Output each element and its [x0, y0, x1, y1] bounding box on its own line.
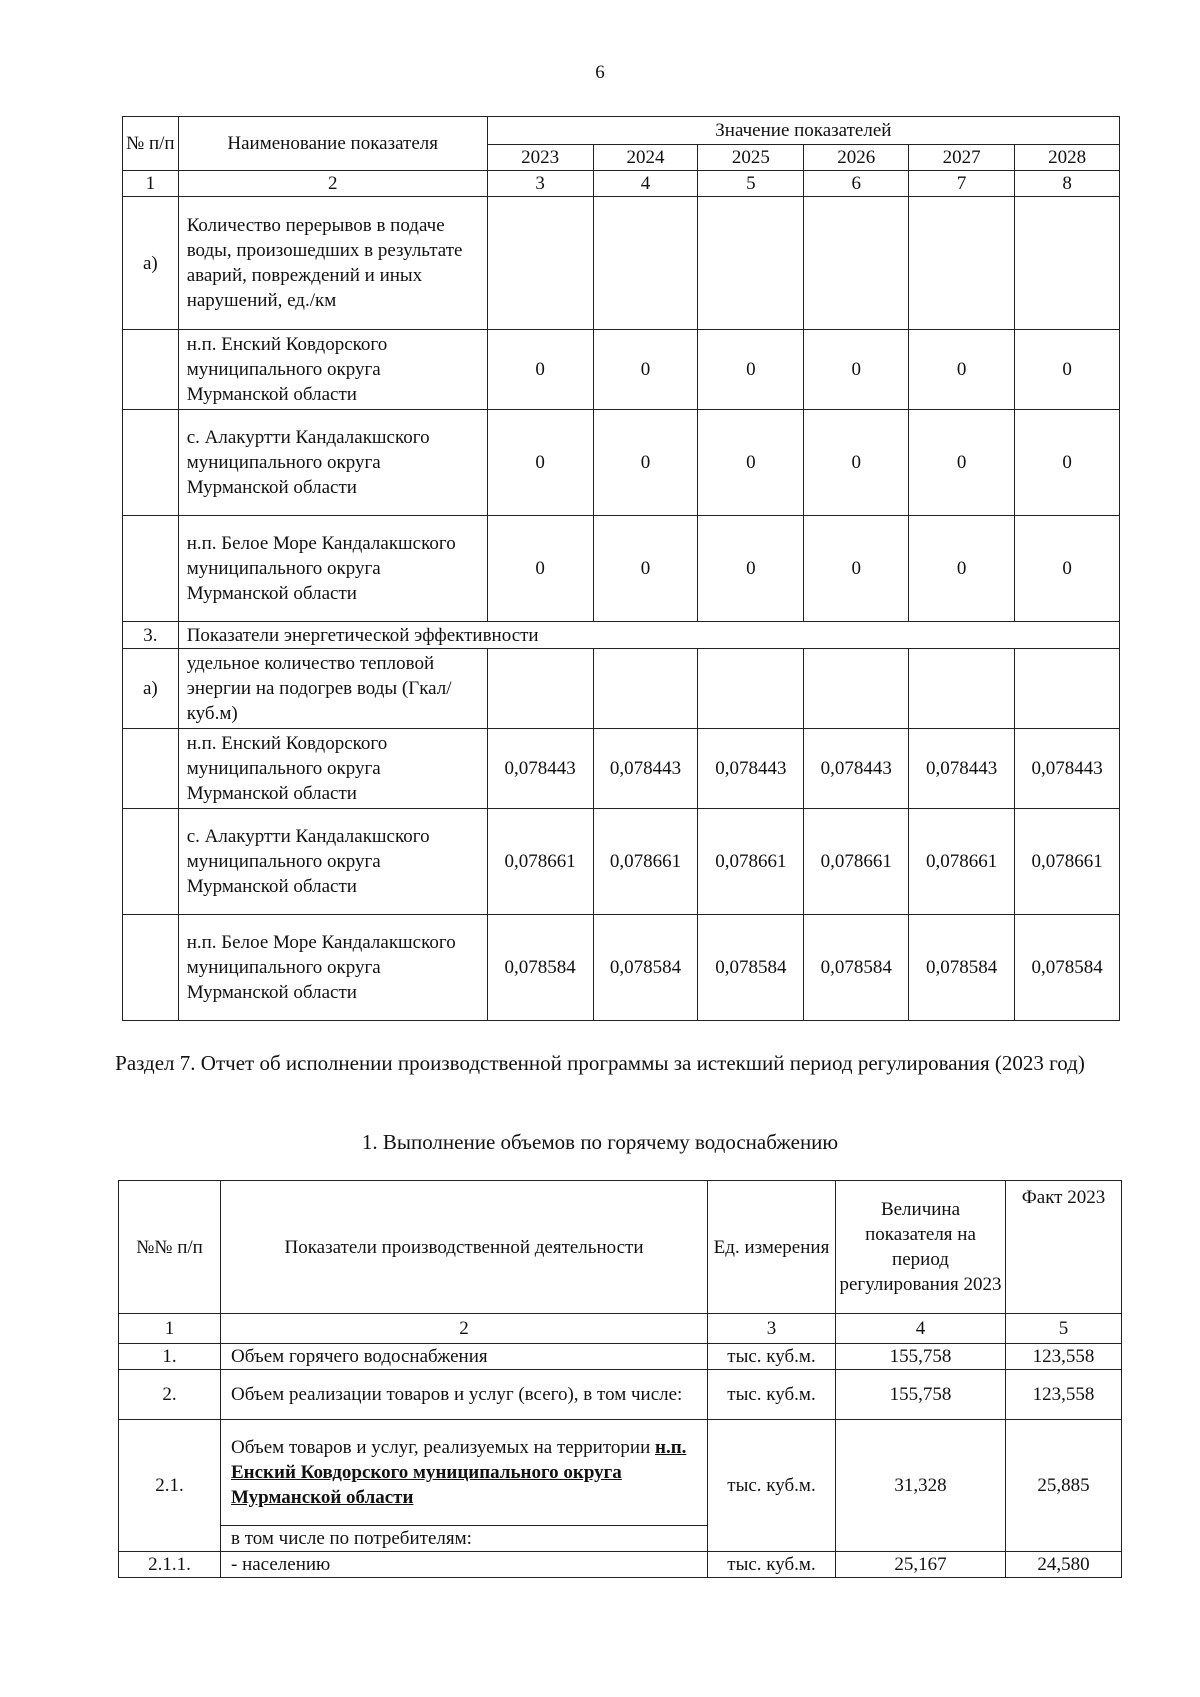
value-cell: 0,078661 [593, 809, 698, 915]
row-num: 2. [119, 1370, 221, 1420]
value-cell: 0,078443 [804, 729, 909, 809]
value-cell: 0 [593, 516, 698, 622]
index-cell: 6 [804, 171, 909, 197]
value-cell [1015, 649, 1120, 729]
row-name: с. Алакуртти Кандалакшского муниципального округа Мурманской области [178, 809, 487, 915]
value-cell: 0 [593, 330, 698, 410]
value-cell: 0,078661 [698, 809, 804, 915]
value-cell: 0 [1015, 410, 1120, 516]
table-row [123, 915, 1120, 1021]
table-row [119, 1552, 1122, 1578]
index-cell: 5 [698, 171, 804, 197]
row-num: 2.1. [119, 1420, 221, 1552]
row-num [123, 410, 179, 516]
row-unit: тыс. куб.м. [708, 1370, 836, 1420]
table-row [123, 410, 1120, 516]
header-year: 2028 [1015, 145, 1120, 171]
value-cell [698, 649, 804, 729]
value-cell: 0,078584 [593, 915, 698, 1021]
value-cell: 0 [698, 516, 804, 622]
header-year: 2024 [593, 145, 698, 171]
indicators-table [122, 116, 1120, 1021]
value-cell: 0 [909, 516, 1015, 622]
value-cell: 0 [909, 410, 1015, 516]
header-name: Наименование показателя [178, 117, 487, 171]
value-cell: 0,078584 [1015, 915, 1120, 1021]
section-num: 3. [123, 622, 179, 649]
header-year: 2027 [909, 145, 1015, 171]
row-num: 1. [119, 1344, 221, 1370]
header-fact: Факт 2023 [1006, 1181, 1122, 1314]
value-cell [487, 649, 593, 729]
subheading: 1. Выполнение объемов по горячему водоснабжению [361, 1130, 839, 1154]
row-name [221, 1420, 708, 1526]
section-heading: Раздел 7. Отчет об исполнении производственной программы за истекший период регулирования (2023 год) [115, 1051, 1085, 1075]
value-cell: 0,078661 [909, 809, 1015, 915]
value-cell [1015, 197, 1120, 330]
row-unit: тыс. куб.м. [708, 1344, 836, 1370]
index-cell: 3 [487, 171, 593, 197]
value-cell [593, 649, 698, 729]
row-num: а) [123, 649, 179, 729]
table-row [119, 1370, 1122, 1420]
territory-name: н.п. Енский Ковдорского муниципального округа Мурманской области [231, 1437, 687, 1508]
index-cell: 5 [1006, 1314, 1122, 1344]
row-fact: 123,558 [1006, 1370, 1122, 1420]
row-num [123, 516, 179, 622]
table-row [123, 649, 1120, 729]
header-num: №№ п/п [119, 1181, 221, 1314]
row-name: Объем горячего водоснабжения [221, 1344, 708, 1370]
value-cell [487, 197, 593, 330]
header-num: № п/п [123, 117, 179, 171]
page-number: 6 [595, 62, 605, 83]
table-row [123, 330, 1120, 410]
header-plan: Величина показателя на период регулирования 2023 [836, 1181, 1006, 1314]
value-cell: 0,078661 [487, 809, 593, 915]
value-cell: 0 [698, 330, 804, 410]
value-cell: 0 [593, 410, 698, 516]
row-num [123, 330, 179, 410]
value-cell [698, 197, 804, 330]
header-year: 2025 [698, 145, 804, 171]
value-cell [804, 197, 909, 330]
header-unit: Ед. измерения [708, 1181, 836, 1314]
row-name: Количество перерывов в подаче воды, произошедших в результате аварий, повреждений и иных нарушений, ед./км [178, 197, 487, 330]
table-row [119, 1420, 1122, 1526]
index-cell: 3 [708, 1314, 836, 1344]
row-name: Объем реализации товаров и услуг (всего), в том числе: [221, 1370, 708, 1420]
value-cell [804, 649, 909, 729]
index-cell: 8 [1015, 171, 1120, 197]
value-cell: 0,078443 [698, 729, 804, 809]
value-cell: 0 [909, 330, 1015, 410]
value-cell: 0,078661 [804, 809, 909, 915]
row-num [123, 915, 179, 1021]
row-name: н.п. Белое Море Кандалакшского муниципального округа Мурманской области [178, 915, 487, 1021]
table-row [119, 1344, 1122, 1370]
value-cell: 0,078584 [698, 915, 804, 1021]
row-plan: 25,167 [836, 1552, 1006, 1578]
hot-water-volume-table [118, 1180, 1122, 1578]
row-plan: 31,328 [836, 1420, 1006, 1552]
value-cell: 0 [487, 410, 593, 516]
row-name: н.п. Енский Ковдорского муниципального округа Мурманской области [178, 330, 487, 410]
row-plan: 155,758 [836, 1370, 1006, 1420]
header-name: Показатели производственной деятельности [221, 1181, 708, 1314]
index-cell: 1 [119, 1314, 221, 1344]
index-cell: 2 [178, 171, 487, 197]
table-row [123, 809, 1120, 915]
value-cell: 0,078584 [909, 915, 1015, 1021]
value-cell: 0 [487, 516, 593, 622]
value-cell [593, 197, 698, 330]
value-cell: 0 [1015, 516, 1120, 622]
row-name-prefix: Объем товаров и услуг, реализуемых на территории [231, 1437, 655, 1458]
row-fact: 25,885 [1006, 1420, 1122, 1552]
value-cell [909, 197, 1015, 330]
index-cell: 4 [593, 171, 698, 197]
value-cell: 0,078443 [487, 729, 593, 809]
value-cell: 0 [698, 410, 804, 516]
value-cell: 0,078584 [804, 915, 909, 1021]
value-cell: 0 [804, 330, 909, 410]
row-unit: тыс. куб.м. [708, 1552, 836, 1578]
header-year: 2023 [487, 145, 593, 171]
table-row [123, 516, 1120, 622]
row-unit: тыс. куб.м. [708, 1420, 836, 1552]
row-num: а) [123, 197, 179, 330]
row-num: 2.1.1. [119, 1552, 221, 1578]
section-title: Показатели энергетической эффективности [178, 622, 1119, 649]
value-cell: 0 [804, 516, 909, 622]
row-subtitle: в том числе по потребителям: [221, 1526, 708, 1552]
row-name: с. Алакуртти Кандалакшского муниципального округа Мурманской области [178, 410, 487, 516]
index-cell: 7 [909, 171, 1015, 197]
header-values: Значение показателей [487, 117, 1119, 145]
value-cell: 0 [804, 410, 909, 516]
row-fact: 24,580 [1006, 1552, 1122, 1578]
row-name: удельное количество тепловой энергии на подогрев воды (Гкал/куб.м) [178, 649, 487, 729]
value-cell [909, 649, 1015, 729]
value-cell: 0,078661 [1015, 809, 1120, 915]
value-cell: 0,078443 [593, 729, 698, 809]
value-cell: 0,078443 [1015, 729, 1120, 809]
header-year: 2026 [804, 145, 909, 171]
row-fact: 123,558 [1006, 1344, 1122, 1370]
index-cell: 4 [836, 1314, 1006, 1344]
row-name: - населению [221, 1552, 708, 1578]
row-plan: 155,758 [836, 1344, 1006, 1370]
index-cell: 2 [221, 1314, 708, 1344]
row-num [123, 729, 179, 809]
value-cell: 0 [1015, 330, 1120, 410]
value-cell: 0,078443 [909, 729, 1015, 809]
section-row [123, 622, 1120, 649]
table-row [123, 729, 1120, 809]
row-name: н.п. Енский Ковдорского муниципального округа Мурманской области [178, 729, 487, 809]
row-name: н.п. Белое Море Кандалакшского муниципального округа Мурманской области [178, 516, 487, 622]
table-row [123, 197, 1120, 330]
value-cell: 0 [487, 330, 593, 410]
index-cell: 1 [123, 171, 179, 197]
row-num [123, 809, 179, 915]
value-cell: 0,078584 [487, 915, 593, 1021]
